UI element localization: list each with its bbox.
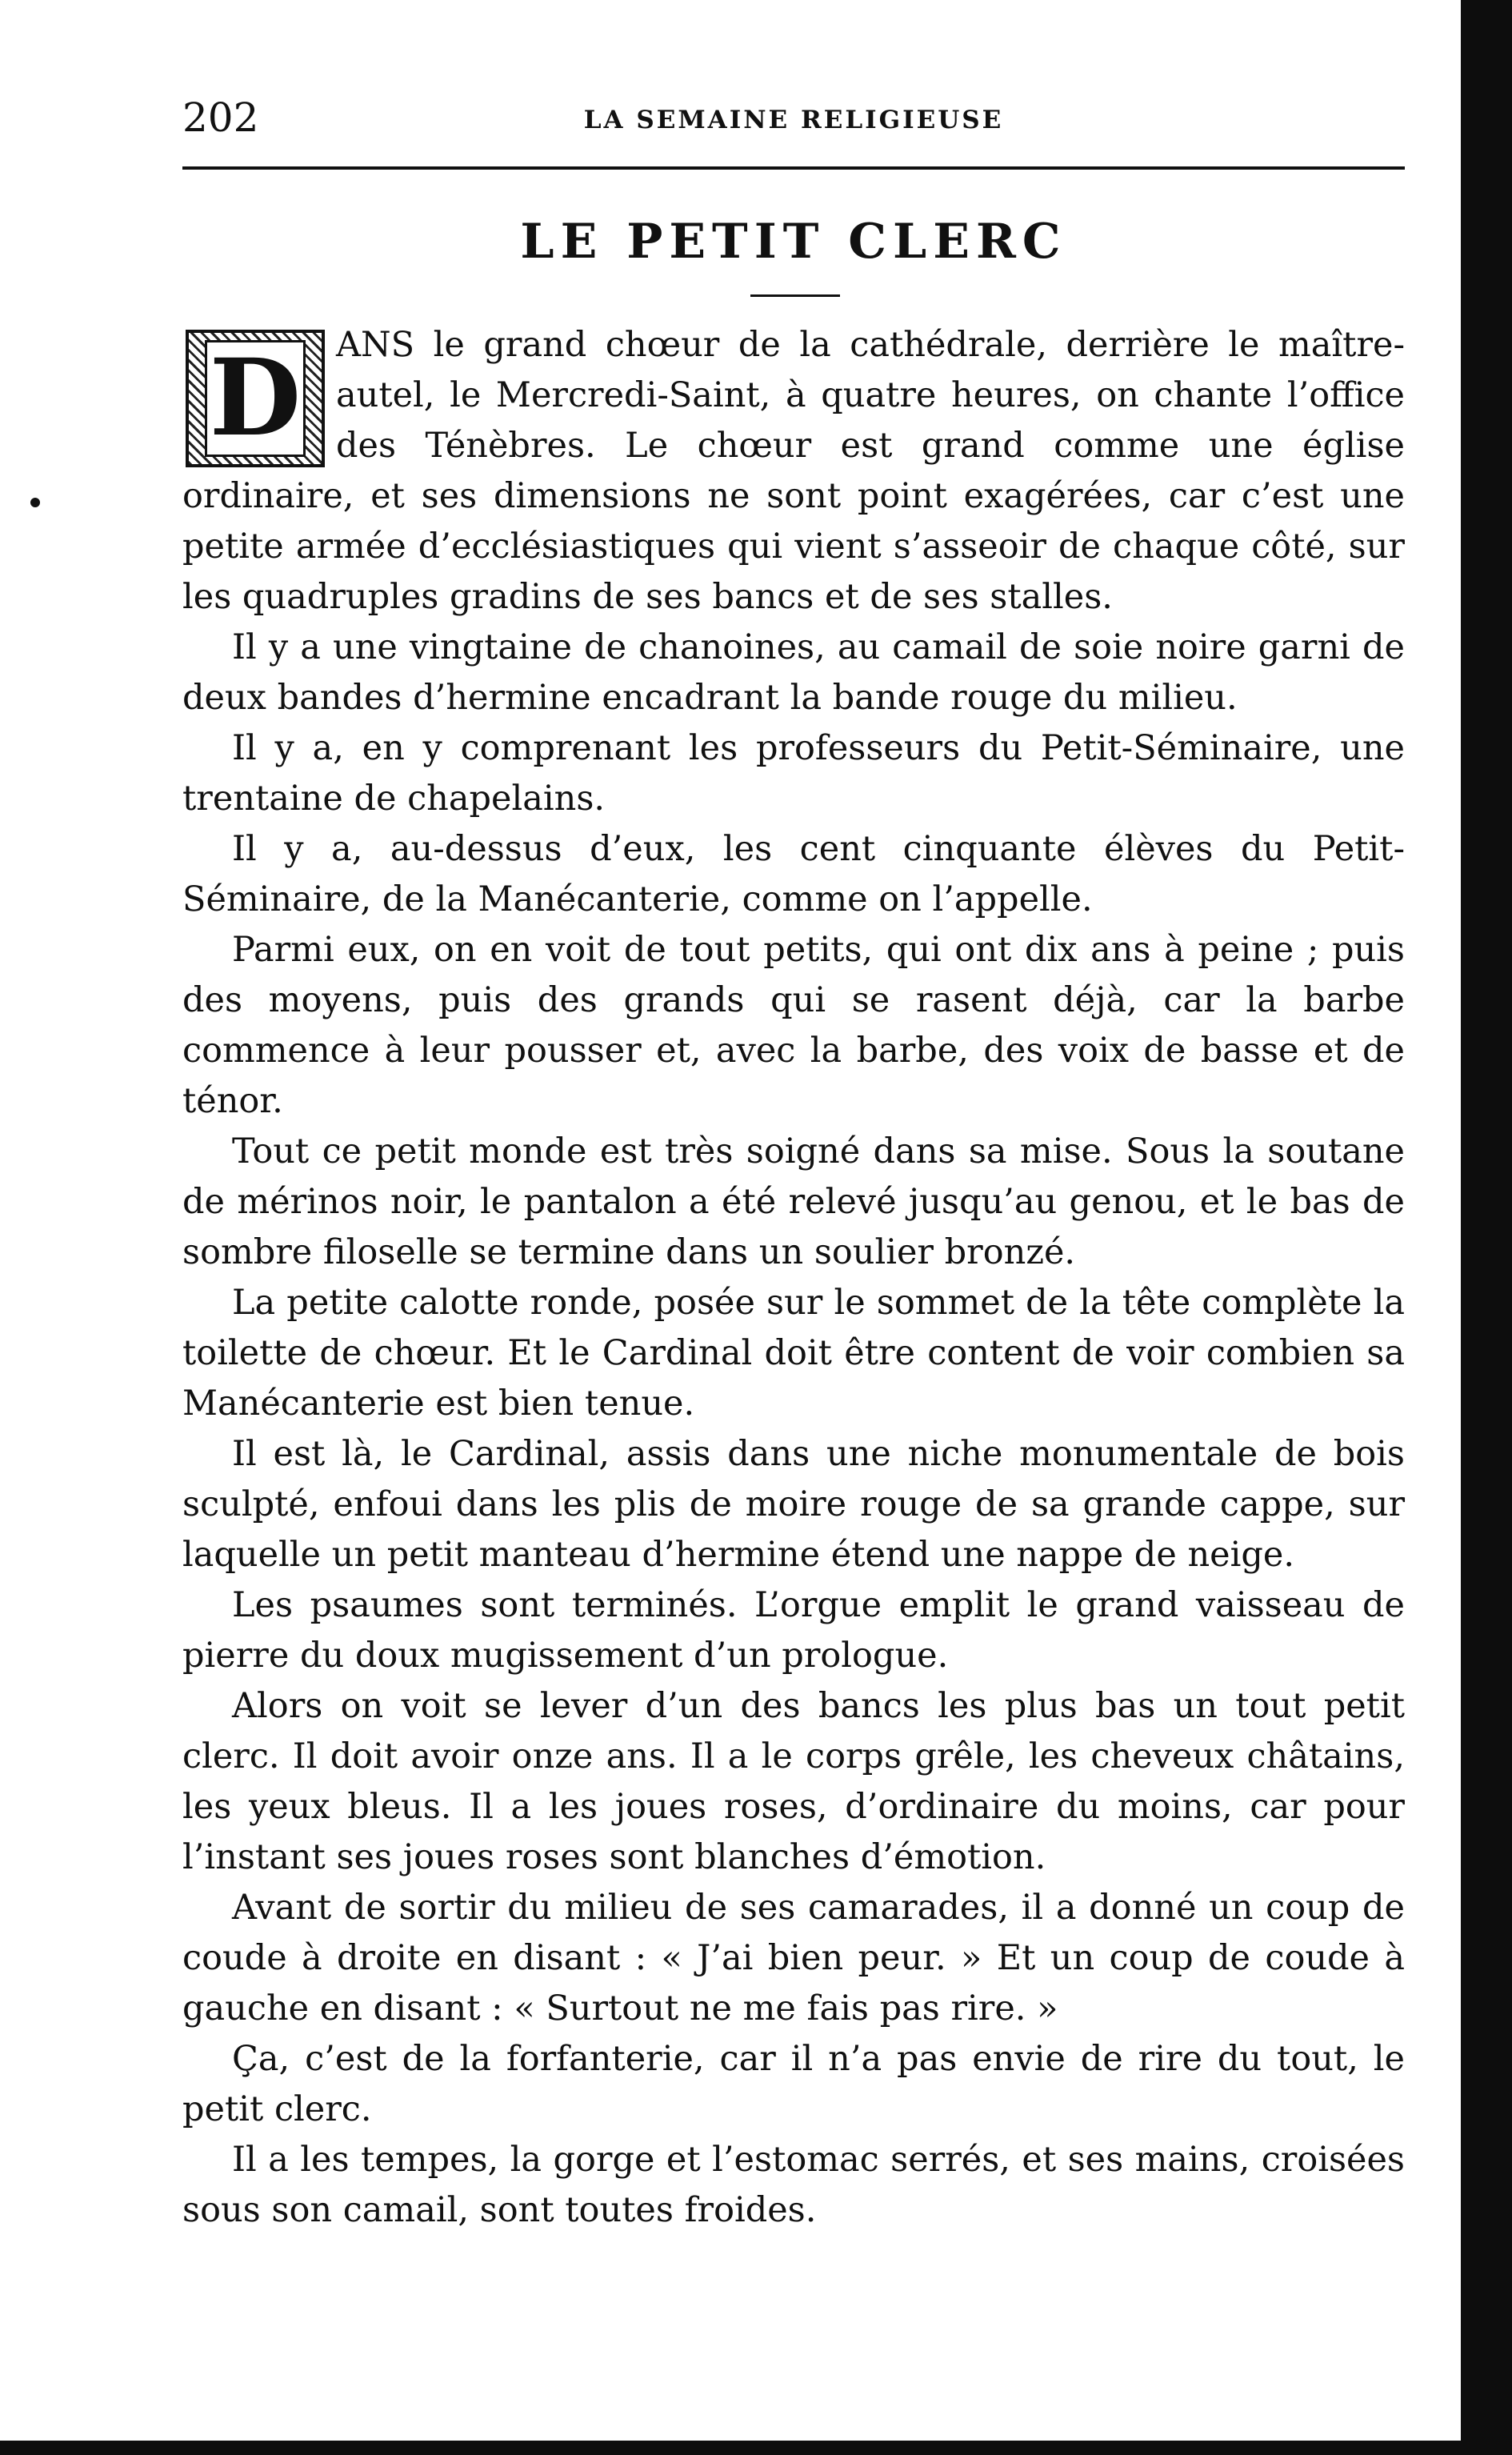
paragraph-13: Il a les tempes, la gorge et l’estomac serrés, et ses mains, croisées sous son camail, sont toutes froides. <box>182 2140 1405 2230</box>
article-title: LE PETIT CLERC <box>520 214 1067 270</box>
page-bottom-edge <box>0 2441 1512 2455</box>
running-header <box>182 90 1405 146</box>
paragraph-9: Les psaumes sont terminés. L’orgue emplit le grand vaisseau de pierre du doux mugissement d’un prologue. <box>182 1585 1405 1676</box>
paragraph-1: ANS le grand chœur de la cathédrale, derrière le maître-autel, le Mercredi-Saint, à quatre heures, on chante l’office des Ténèbres. Le chœur est grand comme une église ordinaire, et ses dimensions ne sont point exagérées, car c’est une petite armée d’ecclésiastiques qui vient s’asseoir de chaque côté, sur les quadruples gradins de ses bancs et de ses stalles. <box>182 325 1405 617</box>
paragraph-7: La petite calotte ronde, posée sur le sommet de la tête complète la toilette de chœur. Et le Cardinal doit être content de voir combien sa Manécanterie est bien tenue. <box>182 1283 1405 1424</box>
paragraph-6: Tout ce petit monde est très soigné dans sa mise. Sous la soutane de mérinos noir, le pantalon a été relevé jusqu’au genou, et le bas de sombre filoselle se termine dans un soulier bronzé. <box>182 1131 1405 1272</box>
header-rule <box>182 166 1405 170</box>
page-number: 202 <box>182 94 259 141</box>
paragraph-4: Il y a, au-dessus d’eux, les cent cinquante élèves du Petit-Séminaire, de la Manécanterie, comme on l’appelle. <box>182 829 1405 919</box>
paragraph-10: Alors on voit se lever d’un des bancs les plus bas un tout petit clerc. Il doit avoir onze ans. Il a le corps grêle, les cheveux châtains, les yeux bleus. Il a les joues roses, d’ordinaire du moins, car pour l’instant ses joues roses sont blanches d’émotion. <box>182 1686 1405 1877</box>
paragraph-11: Avant de sortir du milieu de ses camarades, il a donné un coup de coude à droite en disant : « J’ai bien peur. » Et un coup de coude à gauche en disant : « Surtout ne me fais pas rire. » <box>182 1888 1405 2028</box>
page-edge-shadow <box>1461 0 1512 2455</box>
margin-mark <box>30 498 40 507</box>
paragraph-12: Ça, c’est de la forfanterie, car il n’a pas envie de rire du tout, le petit clerc. <box>182 2039 1405 2129</box>
running-title: LA SEMAINE RELIGIEUSE <box>583 106 1004 134</box>
paragraph-3: Il y a, en y comprenant les professeurs du Petit-Séminaire, une trentaine de chapelains. <box>182 728 1405 819</box>
drop-cap-letter: D <box>205 340 306 457</box>
paragraph-8: Il est là, le Cardinal, assis dans une niche monumentale de bois sculpté, enfoui dans les plis de moire rouge de sa grande cappe, sur laquelle un petit manteau d’hermine étend une nappe de neige. <box>182 1434 1405 1575</box>
article-body <box>182 320 1405 2236</box>
title-rule <box>750 294 840 297</box>
paragraph-2: Il y a une vingtaine de chanoines, au camail de soie noire garni de deux bandes d’hermine encadrant la bande rouge du milieu. <box>182 627 1405 718</box>
drop-cap-space <box>182 320 336 469</box>
paragraph-5: Parmi eux, on en voit de tout petits, qui ont dix ans à peine ; puis des moyens, puis des grands qui se rasent déjà, car la barbe commence à leur pousser et, avec la barbe, des voix de basse et de ténor. <box>182 930 1405 1121</box>
